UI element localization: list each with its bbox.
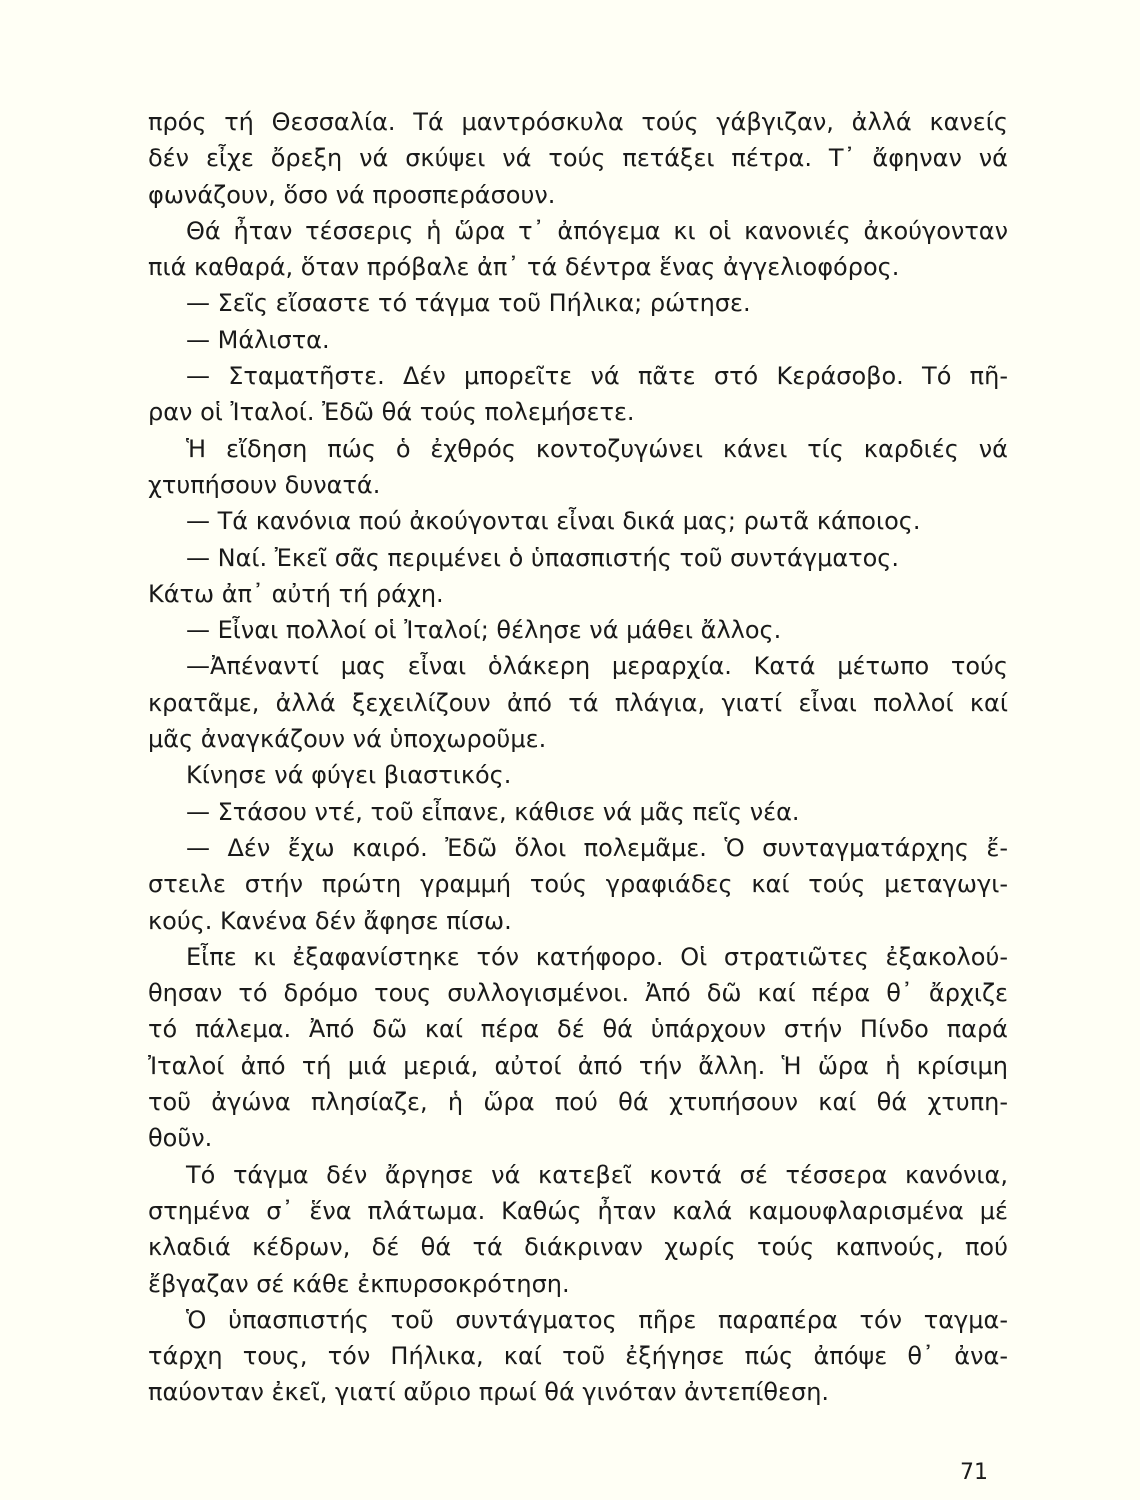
- text-line: — Μάλιστα.: [186, 325, 330, 354]
- text-line: κρατᾶμε, ἀλλά ξεχειλίζουν ἀπό τά πλάγια, γιατί εἶναι πολλοί καί: [148, 688, 1008, 717]
- text-line: — Ναί. Ἐκεῖ σᾶς περιμένει ὁ ὑπασπιστής τοῦ συντάγματος.: [186, 543, 900, 572]
- text-line: κούς. Κανένα δέν ἄφησε πίσω.: [148, 906, 512, 935]
- text-line: —Ἀπέναντί μας εἶναι ὁλάκερη μεραρχία. Κατά μέτωπο τούς: [186, 652, 1008, 681]
- text-line: Θά ἦταν τέσσερις ἡ ὥρα τ᾽ ἀπόγεμα κι οἱ κανονιές ἀκούγονταν: [186, 216, 1008, 245]
- text-line: κλαδιά κέδρων, δέ θά τά διάκριναν χωρίς τούς καπνούς, πού: [148, 1233, 1008, 1262]
- text-line: Τό τάγμα δέν ἄργησε νά κατεβεῖ κοντά σέ τέσσερα κανόνια,: [186, 1160, 1008, 1189]
- text-line: — Τά κανόνια πού ἀκούγονται εἶναι δικά μας; ρωτᾶ κάποιος.: [186, 507, 921, 536]
- text-line: — Δέν ἔχω καιρό. Ἐδῶ ὅλοι πολεμᾶμε. Ὁ συνταγματάρχης ἔ-: [186, 833, 1008, 862]
- text-line: Εἶπε κι ἐξαφανίστηκε τόν κατήφορο. Οἱ στρατιῶτες ἐξακολού-: [186, 942, 1008, 971]
- text-line: στειλε στήν πρώτη γραμμή τούς γραφιάδες καί τούς μεταγωγι-: [148, 870, 1008, 899]
- page-number: 71: [960, 1460, 988, 1485]
- text-line: — Εἶναι πολλοί οἱ Ἰταλοί; θέλησε νά μάθει ἄλλος.: [186, 616, 782, 645]
- text-line: Ἡ εἴδηση πώς ὁ ἐχθρός κοντοζυγώνει κάνει τίς καρδιές νά: [186, 434, 1008, 463]
- text-line: θοῦν.: [148, 1124, 213, 1153]
- text-line: πρός τή Θεσσαλία. Τά μαντρόσκυλα τούς γάβγιζαν, ἀλλά κανείς: [148, 108, 1008, 136]
- text-line: τοῦ ἀγώνα πλησίαζε, ἡ ὥρα πού θά χτυπήσουν καί θά χτυπη-: [148, 1088, 1008, 1117]
- text-line: θησαν τό δρόμο τους συλλογισμένοι. Ἀπό δῶ καί πέρα θ᾽ ἄρχιζε: [148, 979, 1008, 1008]
- text-line: πιά καθαρά, ὅταν πρόβαλε ἀπ᾽ τά δέντρα ἕνας ἀγγελιοφόρος.: [148, 253, 900, 282]
- text-line: ραν οἱ Ἰταλοί. Ἐδῶ θά τούς πολεμήσετε.: [148, 398, 635, 427]
- text-line: τάρχη τους, τόν Πήλικα, καί τοῦ ἐξήγησε πώς ἀπόψε θ᾽ ἀνα-: [148, 1342, 1008, 1371]
- text-line: φωνάζουν, ὅσο νά προσπεράσουν.: [148, 180, 556, 209]
- text-line: ἔβγαζαν σέ κάθε ἐκπυρσοκρότηση.: [148, 1269, 570, 1298]
- body-text: [148, 104, 1008, 1411]
- text-line: παύονταν ἐκεῖ, γιατί αὔριο πρωί θά γινόταν ἀντεπίθεση.: [148, 1378, 830, 1407]
- text-line: — Σεῖς εἴσαστε τό τάγμα τοῦ Πήλικα; ρώτησε.: [186, 289, 751, 318]
- text-line: Κάτω ἀπ᾽ αὐτή τή ράχη.: [148, 579, 444, 608]
- text-line: Ὁ ὑπασπιστής τοῦ συντάγματος πῆρε παραπέρα τόν ταγμα-: [186, 1305, 1008, 1334]
- text-line: — Σταματῆστε. Δέν μπορεῖτε νά πᾶτε στό Κεράσοβο. Τό πῆ-: [186, 362, 1008, 391]
- text-line: τό πάλεμα. Ἀπό δῶ καί πέρα δέ θά ὑπάρχουν στήν Πίνδο παρά: [148, 1015, 1008, 1044]
- text-line: μᾶς ἀναγκάζουν νά ὑποχωροῦμε.: [148, 725, 547, 754]
- text-line: — Στάσου ντέ, τοῦ εἶπανε, κάθισε νά μᾶς πεῖς νέα.: [186, 797, 800, 826]
- text-line: Ἰταλοί ἀπό τή μιά μεριά, αὐτοί ἀπό τήν ἄλλη. Ἡ ὥρα ἡ κρίσιμη: [148, 1051, 1008, 1080]
- text-line: δέν εἶχε ὄρεξη νά σκύψει νά τούς πετάξει πέτρα. Τ᾽ ἄφηναν νά: [148, 144, 1008, 173]
- text-line: Κίνησε νά φύγει βιαστικός.: [186, 761, 512, 790]
- text-line: χτυπήσουν δυνατά.: [148, 470, 381, 499]
- text-line: στημένα σ᾽ ἕνα πλάτωμα. Καθώς ἦταν καλά καμουφλαρισμένα μέ: [148, 1196, 1008, 1225]
